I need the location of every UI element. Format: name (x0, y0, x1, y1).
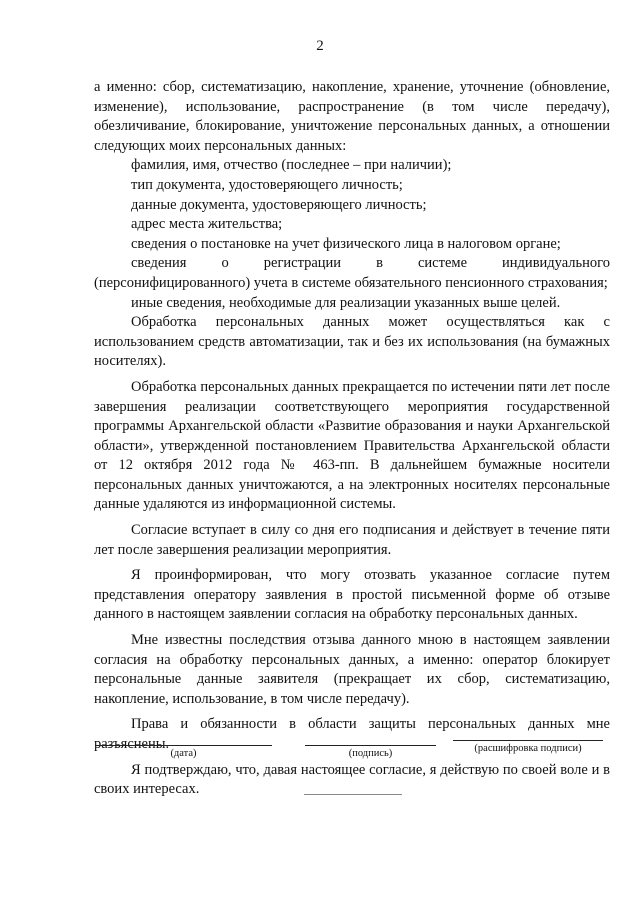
document-body (94, 78, 610, 800)
paragraph-revocation: Я проинформирован, что могу отозвать указанное согласие путем представления оператору заявления в простой письменной форме об отзыве данного в настоящем заявлении согласия на обработку персональных данных. (94, 567, 610, 623)
footer-divider (304, 794, 402, 795)
list-item-address: адрес места жительства; (131, 216, 283, 233)
decryption-line (453, 740, 603, 741)
paragraph-confirmation: Я подтверждаю, что, давая настоящее согласие, я действую по своей воле и в своих интересах. (94, 761, 610, 798)
list-item-doc-data: данные документа, удостоверяющего личность; (131, 196, 427, 213)
paragraph-consequences: Мне известны последствия отзыва данного мною в настоящем заявлении согласия на обработку персональных данных, а именно: оператор блокирует персональные данные заявителя (прекращает их сбор, систематизацию, накопление, использование, в том числе передачу). (94, 632, 610, 707)
list-item-tax: сведения о постановке на учет физического лица в налоговом органе; (131, 235, 561, 252)
paragraph-termination: Обработка персональных данных прекращается по истечении пяти лет после завершения реализации соответствующего мероприятия государственной программы Архангельской области «Развитие образования и науки Архангельской области», утвержденной постановлением Правительства Архангельской области от 12 октября 2012 года № 463-пп. В дальнейшем бумажные носители персональных данных уничтожаются, а на электронных носителях персональные данные удаляются из информационной системы. (94, 378, 610, 513)
list-item-doc-type: тип документа, удостоверяющего личность; (131, 176, 403, 193)
signature-line (305, 745, 436, 746)
date-line (95, 745, 272, 746)
list-item-other: иные сведения, необходимые для реализации указанных выше целей. (131, 294, 561, 311)
signature-label: (подпись) (348, 748, 393, 759)
decryption-label: (расшифровка подписи) (474, 743, 582, 754)
paragraph-processing: Обработка персональных данных может осуществляться как с использованием средств автоматизации, так и без их использования (на бумажных носителях). (94, 314, 610, 370)
list-item-pension: сведения о регистрации в системе индивидуального (персонифицированного) учета в системе обязательного пенсионного страхования; (94, 255, 610, 291)
paragraph-rights: Права и обязанности в области защиты персональных данных мне разъяснены. (94, 716, 610, 752)
page-number: 2 (316, 38, 324, 54)
paragraph-validity: Согласие вступает в силу со дня его подписания и действует в течение пяти лет после завершения реализации мероприятия. (94, 522, 610, 558)
list-item-fio: фамилия, имя, отчество (последнее – при наличии); (131, 157, 452, 174)
paragraph-intro: а именно: сбор, систематизацию, накопление, хранение, уточнение (обновление, изменение), использование, распространение (в том числе передачу), обезличивание, блокирование, уничтожение персональных данных, а отношении следующих моих персональных данных: (94, 79, 610, 154)
date-label: (дата) (170, 748, 197, 759)
